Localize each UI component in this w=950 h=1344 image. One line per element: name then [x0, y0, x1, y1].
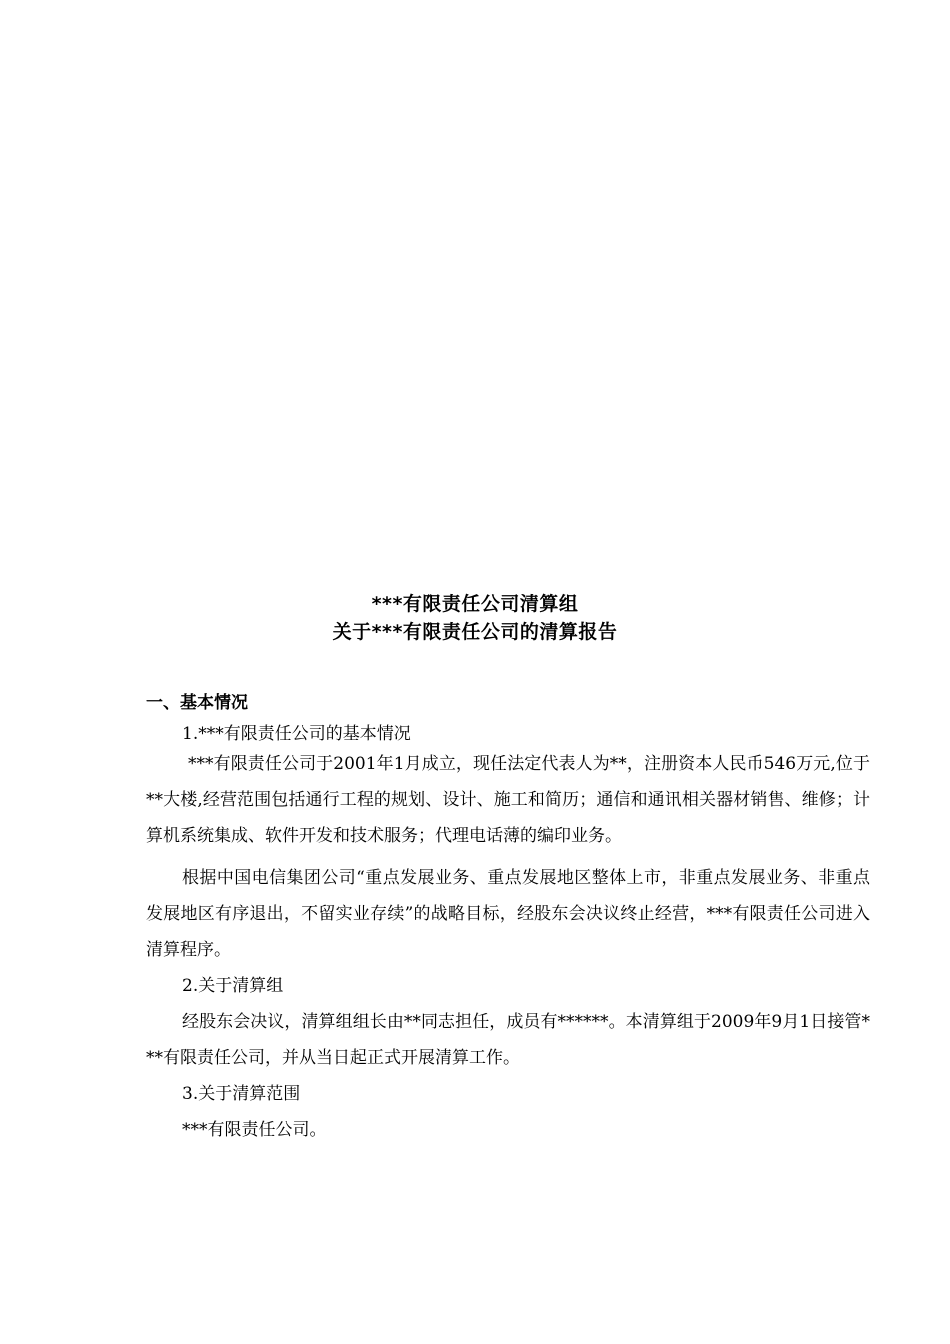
title-line-1: ***有限责任公司清算组 — [371, 593, 579, 615]
item-3-heading: 3.关于清算范围 — [182, 1084, 301, 1104]
item-2-heading: 2.关于清算组 — [182, 976, 284, 996]
item-1-paragraph-1: ***有限责任公司于2001年1月成立，现任法定代表人为**，注册资本人民币546万元,位于**大楼,经营范围包括通行工程的规划、设计、施工和简历；通信和通讯相关器材销售、维修；计算机系统集成、软件开发和技术服务；代理电话薄的编印业务。 — [146, 754, 870, 846]
report-body — [146, 690, 870, 1148]
item-3-paragraph: ***有限责任公司。 — [182, 1120, 327, 1140]
title-line-2: 关于***有限责任公司的清算报告 — [332, 621, 618, 643]
report-title — [0, 590, 950, 646]
item-1-paragraph-2: 根据中国电信集团公司“重点发展业务、重点发展地区整体上市，非重点发展业务、非重点发展地区有序退出，不留实业存续”的战略目标，经股东会决议终止经营，***有限责任公司进入清算程序。 — [146, 868, 870, 960]
item-2-paragraph: 经股东会决议，清算组组长由**同志担任，成员有******。本清算组于2009年9月1日接管***有限责任公司，并从当日起正式开展清算工作。 — [146, 1012, 870, 1068]
section-heading-basic-info: 一、基本情况 — [146, 693, 248, 713]
item-1-heading: 1.***有限责任公司的基本情况 — [182, 724, 411, 744]
